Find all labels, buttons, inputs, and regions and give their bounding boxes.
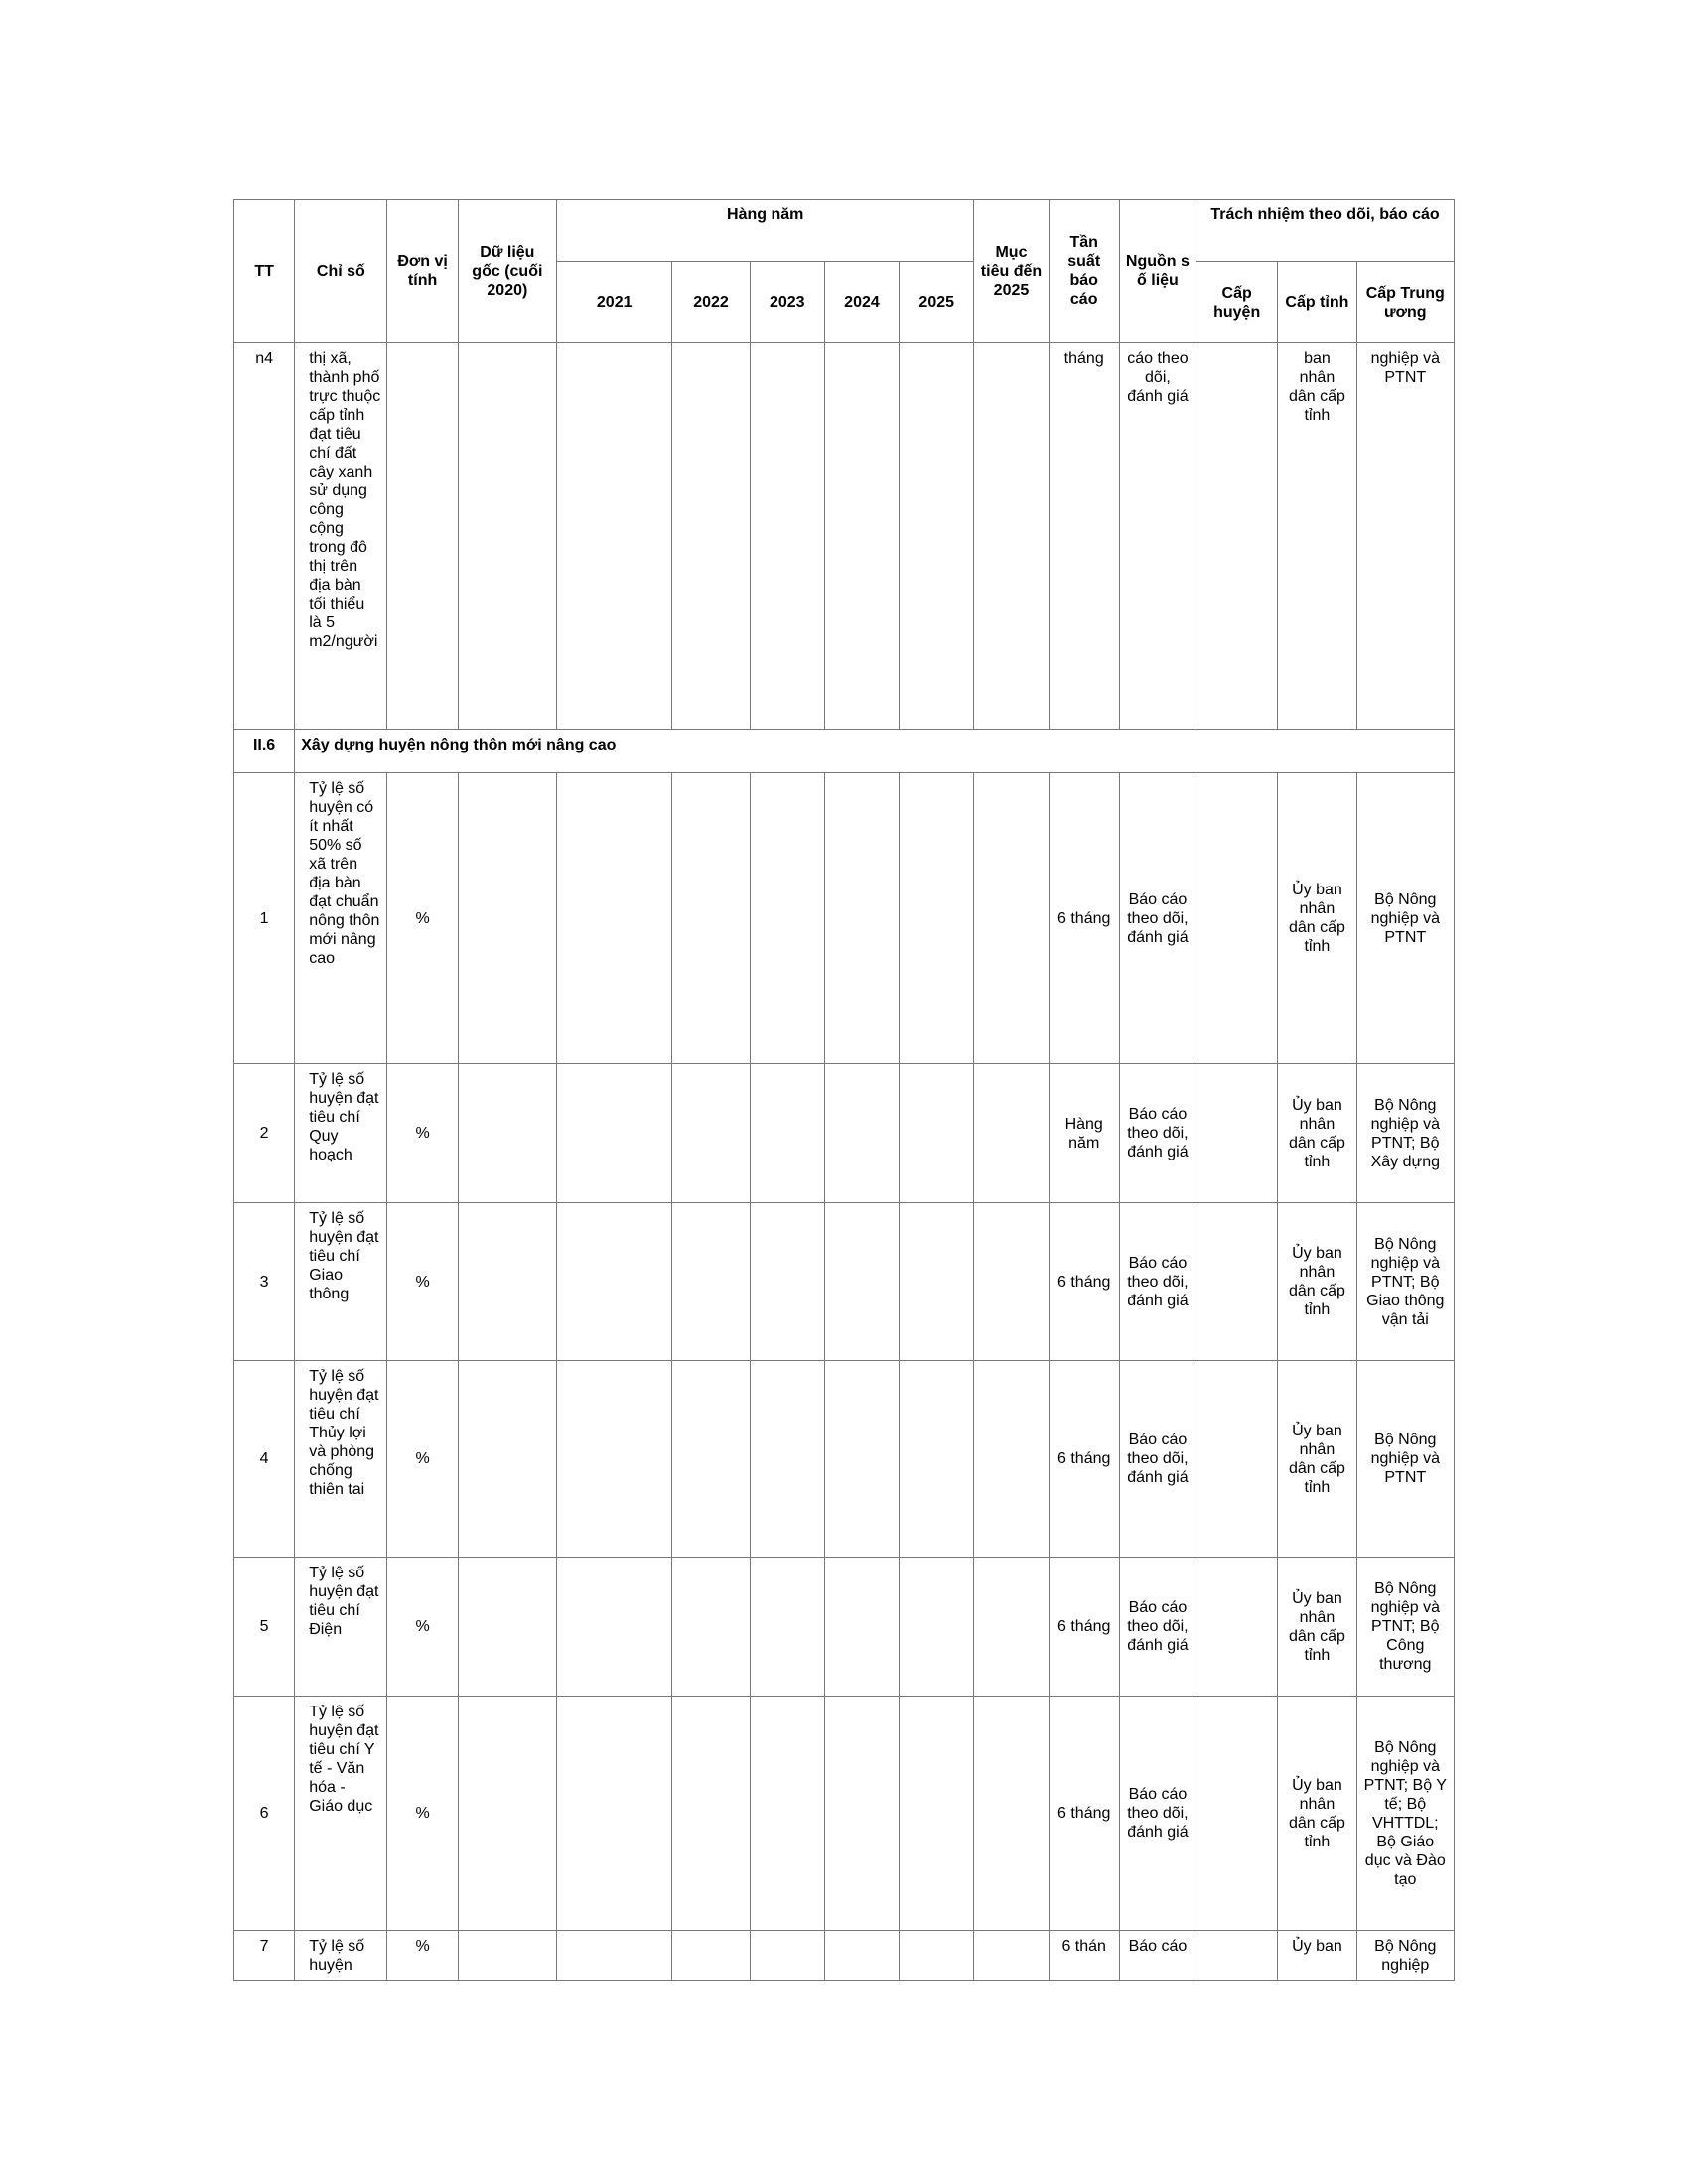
row-province: Ủy ban nhân dân cấp tỉnh [1278, 1558, 1356, 1697]
row-indicator: Tỷ lệ số huyện đạt tiêu chí Điện [295, 1558, 387, 1697]
row-frequency: tháng [1049, 343, 1119, 730]
table-row [234, 1558, 1455, 1697]
row-district [1196, 343, 1278, 730]
header-annual: Hàng năm [557, 200, 974, 262]
header-year-2025: 2025 [900, 262, 974, 343]
header-central: Cấp Trung ương [1356, 262, 1454, 343]
row-central: Bộ Nông nghiệp và PTNT; Bộ Y tế; Bộ VHTTDL; Bộ Giáo dục và Đào tạo [1356, 1697, 1454, 1931]
row-2025 [900, 343, 974, 730]
row-number: 3 [234, 1203, 295, 1361]
row-number: 1 [234, 773, 295, 1064]
row-number: 7 [234, 1931, 295, 1981]
row-frequency: Hàng năm [1049, 1064, 1119, 1203]
row-2023 [750, 1697, 824, 1931]
row-2021 [557, 773, 672, 1064]
row-2024 [824, 773, 899, 1064]
row-2025 [900, 1558, 974, 1697]
row-2021 [557, 1203, 672, 1361]
row-indicator: Tỷ lệ số huyện đạt tiêu chí Thủy lợi và phòng chống thiên tai [295, 1361, 387, 1558]
row-province: Ủy ban [1278, 1931, 1356, 1981]
row-2022 [672, 1203, 750, 1361]
row-unit: % [387, 1697, 458, 1931]
row-2021 [557, 1558, 672, 1697]
row-central: Bộ Nông nghiệp [1356, 1931, 1454, 1981]
row-2022 [672, 1361, 750, 1558]
row-target [974, 1361, 1049, 1558]
table-row [234, 1931, 1455, 1981]
row-target [974, 1064, 1049, 1203]
row-2023 [750, 773, 824, 1064]
row-target [974, 1931, 1049, 1981]
row-number: 4 [234, 1361, 295, 1558]
row-2024 [824, 1064, 899, 1203]
row-district [1196, 1064, 1278, 1203]
row-2024 [824, 1558, 899, 1697]
row-2021 [557, 343, 672, 730]
header-target: Mục tiêu đến 2025 [974, 200, 1049, 343]
row-2025 [900, 1064, 974, 1203]
header-responsibility: Trách nhiệm theo dõi, báo cáo [1196, 200, 1455, 262]
header-year-2021: 2021 [557, 262, 672, 343]
table-row [234, 343, 1455, 730]
row-indicator: Tỷ lệ số huyện đạt tiêu chí Giao thông [295, 1203, 387, 1361]
row-target [974, 773, 1049, 1064]
row-2025 [900, 1931, 974, 1981]
row-frequency: 6 tháng [1049, 773, 1119, 1064]
row-unit: % [387, 773, 458, 1064]
row-2021 [557, 1064, 672, 1203]
table-row [234, 1203, 1455, 1361]
row-indicator: Tỷ lệ số huyện đạt tiêu chí Quy hoạch [295, 1064, 387, 1203]
row-2022 [672, 1931, 750, 1981]
row-baseline [458, 1361, 556, 1558]
row-indicator: Tỷ lệ số huyện có ít nhất 50% số xã trên địa bàn đạt chuẩn nông thôn mới nâng cao [295, 773, 387, 1064]
row-source: Báo cáo theo dõi, đánh giá [1119, 1697, 1196, 1931]
row-source: cáo theo dõi, đánh giá [1119, 343, 1196, 730]
row-baseline [458, 1931, 556, 1981]
row-province: Ủy ban nhân dân cấp tỉnh [1278, 1361, 1356, 1558]
row-baseline [458, 1697, 556, 1931]
header-tt: TT [234, 200, 295, 343]
row-central: Bộ Nông nghiệp và PTNT [1356, 1361, 1454, 1558]
indicator-table [233, 199, 1455, 1981]
row-2024 [824, 1697, 899, 1931]
row-unit [387, 343, 458, 730]
row-central: Bộ Nông nghiệp và PTNT; Bộ Giao thông vận tải [1356, 1203, 1454, 1361]
row-number: 5 [234, 1558, 295, 1697]
row-central: nghiệp và PTNT [1356, 343, 1454, 730]
row-target [974, 1203, 1049, 1361]
row-frequency: 6 thán [1049, 1931, 1119, 1981]
row-central: Bộ Nông nghiệp và PTNT [1356, 773, 1454, 1064]
table-row [234, 1361, 1455, 1558]
row-target [974, 343, 1049, 730]
header-district: Cấp huyện [1196, 262, 1278, 343]
row-unit: % [387, 1558, 458, 1697]
row-district [1196, 773, 1278, 1064]
row-frequency: 6 tháng [1049, 1697, 1119, 1931]
row-baseline [458, 1558, 556, 1697]
row-source: Báo cáo theo dõi, đánh giá [1119, 773, 1196, 1064]
row-province: Ủy ban nhân dân cấp tỉnh [1278, 773, 1356, 1064]
row-frequency: 6 tháng [1049, 1203, 1119, 1361]
row-2023 [750, 1931, 824, 1981]
row-source: Báo cáo theo dõi, đánh giá [1119, 1361, 1196, 1558]
header-province: Cấp tỉnh [1278, 262, 1356, 343]
header-year-2022: 2022 [672, 262, 750, 343]
header-unit: Đơn vị tính [387, 200, 458, 343]
row-district [1196, 1558, 1278, 1697]
row-number: n4 [234, 343, 295, 730]
header-year-2024: 2024 [824, 262, 899, 343]
row-2025 [900, 1203, 974, 1361]
row-frequency: 6 tháng [1049, 1361, 1119, 1558]
section-title: Xây dựng huyện nông thôn mới nâng cao [295, 730, 1455, 773]
row-province: Ủy ban nhân dân cấp tỉnh [1278, 1064, 1356, 1203]
row-province: ban nhân dân cấp tỉnh [1278, 343, 1356, 730]
header-frequency: Tần suất báo cáo [1049, 200, 1119, 343]
row-indicator: Tỷ lệ số huyện đạt tiêu chí Y tế - Văn hóa - Giáo dục [295, 1697, 387, 1931]
row-indicator: thị xã, thành phố trực thuộc cấp tỉnh đạt tiêu chí đất cây xanh sử dụng công cộng trong đô thị trên địa bàn tối thiểu là 5 m2/người [295, 343, 387, 730]
row-district [1196, 1697, 1278, 1931]
row-2024 [824, 1203, 899, 1361]
row-unit: % [387, 1064, 458, 1203]
row-baseline [458, 343, 556, 730]
row-2023 [750, 1361, 824, 1558]
header-indicator: Chỉ số [295, 200, 387, 343]
row-2025 [900, 773, 974, 1064]
section-number: II.6 [234, 730, 295, 773]
row-district [1196, 1361, 1278, 1558]
row-2022 [672, 1064, 750, 1203]
table-row [234, 1064, 1455, 1203]
row-source: Báo cáo theo dõi, đánh giá [1119, 1203, 1196, 1361]
row-province: Ủy ban nhân dân cấp tỉnh [1278, 1203, 1356, 1361]
row-2024 [824, 1931, 899, 1981]
row-target [974, 1697, 1049, 1931]
row-district [1196, 1931, 1278, 1981]
row-unit: % [387, 1203, 458, 1361]
row-frequency: 6 tháng [1049, 1558, 1119, 1697]
row-number: 2 [234, 1064, 295, 1203]
row-unit: % [387, 1361, 458, 1558]
row-central: Bộ Nông nghiệp và PTNT; Bộ Công thương [1356, 1558, 1454, 1697]
row-source: Báo cáo theo dõi, đánh giá [1119, 1064, 1196, 1203]
row-2025 [900, 1697, 974, 1931]
row-province: Ủy ban nhân dân cấp tỉnh [1278, 1697, 1356, 1931]
row-number: 6 [234, 1697, 295, 1931]
row-2024 [824, 1361, 899, 1558]
row-source: Báo cáo [1119, 1931, 1196, 1981]
row-2025 [900, 1361, 974, 1558]
row-baseline [458, 1203, 556, 1361]
row-baseline [458, 1064, 556, 1203]
table-row [234, 773, 1455, 1064]
row-2023 [750, 1558, 824, 1697]
header-source: Nguồn số liệu [1119, 200, 1196, 343]
row-2022 [672, 1697, 750, 1931]
row-source: Báo cáo theo dõi, đánh giá [1119, 1558, 1196, 1697]
row-2023 [750, 343, 824, 730]
row-2022 [672, 1558, 750, 1697]
header-baseline: Dữ liệu gốc (cuối 2020) [458, 200, 556, 343]
header-year-2023: 2023 [750, 262, 824, 343]
row-2024 [824, 343, 899, 730]
row-2022 [672, 343, 750, 730]
row-2021 [557, 1361, 672, 1558]
row-central: Bộ Nông nghiệp và PTNT; Bộ Xây dựng [1356, 1064, 1454, 1203]
row-2021 [557, 1697, 672, 1931]
row-indicator: Tỷ lệ số huyện [295, 1931, 387, 1981]
row-district [1196, 1203, 1278, 1361]
row-2023 [750, 1203, 824, 1361]
section-row [234, 730, 1455, 773]
table-row [234, 1697, 1455, 1931]
row-baseline [458, 773, 556, 1064]
row-2023 [750, 1064, 824, 1203]
row-2021 [557, 1931, 672, 1981]
row-2022 [672, 773, 750, 1064]
row-target [974, 1558, 1049, 1697]
row-unit: % [387, 1931, 458, 1981]
